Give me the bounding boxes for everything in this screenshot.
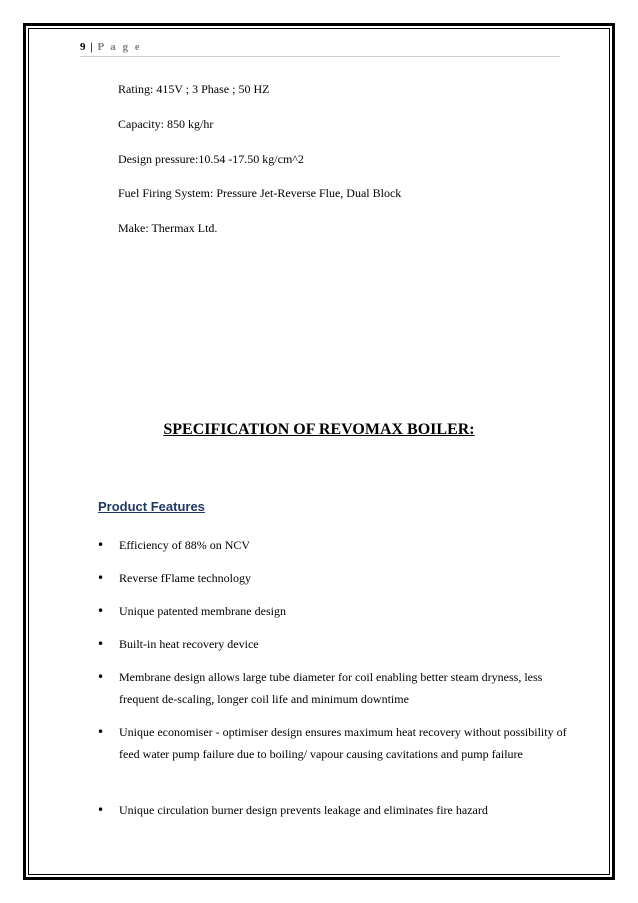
spec-item-text: Capacity: 850 kg/hr [118, 117, 214, 131]
spec-item [100, 117, 213, 131]
page-number: 9 [80, 41, 86, 53]
spec-item [100, 221, 217, 235]
bullet-dot-icon: • [97, 670, 105, 684]
feature-item [97, 721, 567, 765]
page-separator: | [90, 41, 93, 53]
spec-item [100, 82, 269, 96]
section-title-text: SPECIFICATION OF REVOMAX BOILER: [163, 421, 475, 438]
feature-item-text: Unique circulation burner design prevents leakage and eliminates fire hazard [119, 803, 488, 817]
bullet-dot-icon: • [97, 571, 105, 585]
feature-item [97, 799, 567, 821]
feature-item [97, 567, 567, 589]
feature-item-text: Reverse fFlame technology [119, 571, 251, 585]
bullet-dot-icon: • [97, 538, 105, 552]
bullet-dot-icon: • [97, 725, 105, 739]
bullet-dot-icon: • [97, 803, 105, 817]
section-title [0, 421, 638, 439]
bullet-dot-icon: • [97, 637, 105, 651]
feature-item-text: Unique economiser - optimiser design ensures maximum heat recovery without possibility of feed water pump failure due to boiling/ vapour causing cavitations and pump failure [119, 725, 567, 761]
feature-item-text: Unique patented membrane design [119, 604, 286, 618]
product-features-heading: Product Features [98, 499, 205, 514]
feature-item-text: Membrane design allows large tube diameter for coil enabling better steam dryness, less frequent de-scaling, longer coil life and minimum downtime [119, 670, 543, 706]
feature-item [97, 600, 567, 622]
page-header [80, 40, 560, 57]
feature-item-text: Efficiency of 88% on NCV [119, 538, 251, 552]
feature-item [97, 666, 567, 710]
spec-item [100, 152, 304, 166]
feature-item [97, 534, 567, 556]
page-word: P a g e [97, 41, 142, 53]
spec-item-text: Design pressure:10.54 -17.50 kg/cm^2 [118, 152, 304, 166]
bullet-dot-icon: • [97, 604, 105, 618]
spec-item-text: Fuel Firing System: Pressure Jet-Reverse Flue, Dual Block [118, 186, 402, 200]
spec-item-text: Rating: 415V ; 3 Phase ; 50 HZ [118, 82, 270, 96]
feature-item-text: Built-in heat recovery device [119, 637, 259, 651]
feature-item [97, 633, 567, 655]
spec-item [100, 186, 401, 200]
spec-item-text: Make: Thermax Ltd. [118, 221, 218, 235]
